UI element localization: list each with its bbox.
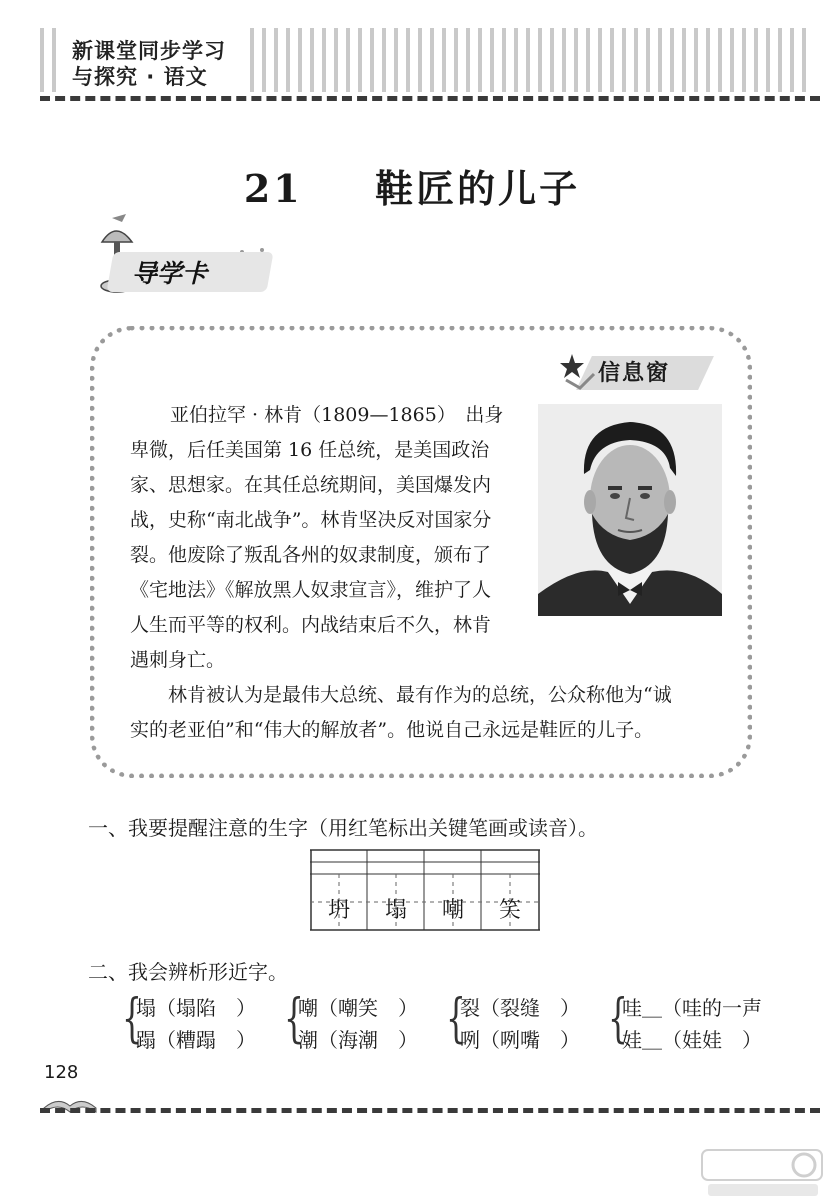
- guide-badge-label: 导学卡: [132, 259, 208, 288]
- lesson-number: 21: [243, 166, 303, 211]
- pair-line-a: 裂（裂缝 ）: [460, 996, 580, 1020]
- header-divider: [40, 96, 820, 101]
- grid-char: 塌: [385, 898, 408, 923]
- book-title: [72, 38, 226, 90]
- pair-line-a: 哇＿（哇的一声: [622, 996, 762, 1020]
- char-pair: [446, 988, 626, 1054]
- pair-line-b: 娃＿（娃娃 ）: [622, 1028, 762, 1052]
- question-1-heading: 一、我要提醒注意的生字（用红笔标出关键笔画或读音）。: [88, 816, 598, 840]
- info-window-label: 信息窗: [598, 361, 671, 386]
- lesson-name: 鞋匠的儿子: [375, 166, 581, 211]
- grid-char: 笑: [499, 898, 522, 923]
- char-pair: [122, 988, 302, 1054]
- brace-icon: {: [122, 989, 142, 1049]
- char-pair: [284, 988, 464, 1054]
- watermark-logo-image: [700, 1148, 824, 1200]
- para1-line: 裂。他废除了叛乱各州的奴隶制度，颁布了: [130, 544, 492, 566]
- para1-line: 人生而平等的权利。内战结束后不久，林肯: [130, 614, 492, 636]
- page-number: 128: [44, 1062, 79, 1083]
- pair-line-b: 咧（咧嘴 ）: [460, 1028, 580, 1052]
- grid-char: 嘲: [442, 898, 465, 923]
- info-paragraph-1: [130, 398, 530, 643]
- lesson-title: [0, 158, 824, 213]
- para1-line: 家、思想家。在其任总统期间，美国爆发内: [130, 474, 492, 496]
- para1-line: 亚伯拉罕 · 林肯（1809—1865） 出身: [170, 404, 504, 426]
- open-book-icon: [40, 1088, 100, 1118]
- brace-icon: {: [608, 989, 628, 1049]
- para1-line: 卑微，后任美国第 16 任总统，是美国政治: [130, 439, 490, 461]
- brace-icon: {: [284, 989, 304, 1049]
- char-pair: [608, 988, 798, 1054]
- info-paragraph-2: 林肯被认为是最伟大总统、最有作为的总统，公众称他为“诚实的老亚伯”和“伟大的解放者”。他说自己永远是鞋匠的儿子。: [130, 684, 672, 741]
- pair-line-a: 嘲（嘲笑 ）: [298, 996, 418, 1020]
- question-2-heading: 二、我会辨析形近字。: [88, 960, 288, 984]
- brace-icon: {: [446, 989, 466, 1049]
- para1-line: 《宅地法》《解放黑人奴隶宣言》，维护了人: [130, 579, 492, 601]
- lincoln-portrait-image: [538, 404, 722, 616]
- grid-char: 坍: [328, 898, 351, 923]
- pair-line-b: 蹋（糟蹋 ）: [136, 1028, 256, 1052]
- book-title-line2: 与探究 · 语文: [72, 65, 208, 89]
- para1-last-line: 遇刺身亡。: [130, 649, 226, 671]
- pair-line-b: 潮（海潮 ）: [298, 1028, 418, 1052]
- watermark-logo: [700, 1148, 824, 1200]
- book-title-line1: 新课堂同步学习: [72, 39, 226, 63]
- pair-line-a: 塌（塌陷 ）: [136, 996, 256, 1020]
- para1-line: 战，史称“南北战争”。林肯坚决反对国家分: [130, 509, 492, 531]
- footer-divider: [40, 1108, 820, 1113]
